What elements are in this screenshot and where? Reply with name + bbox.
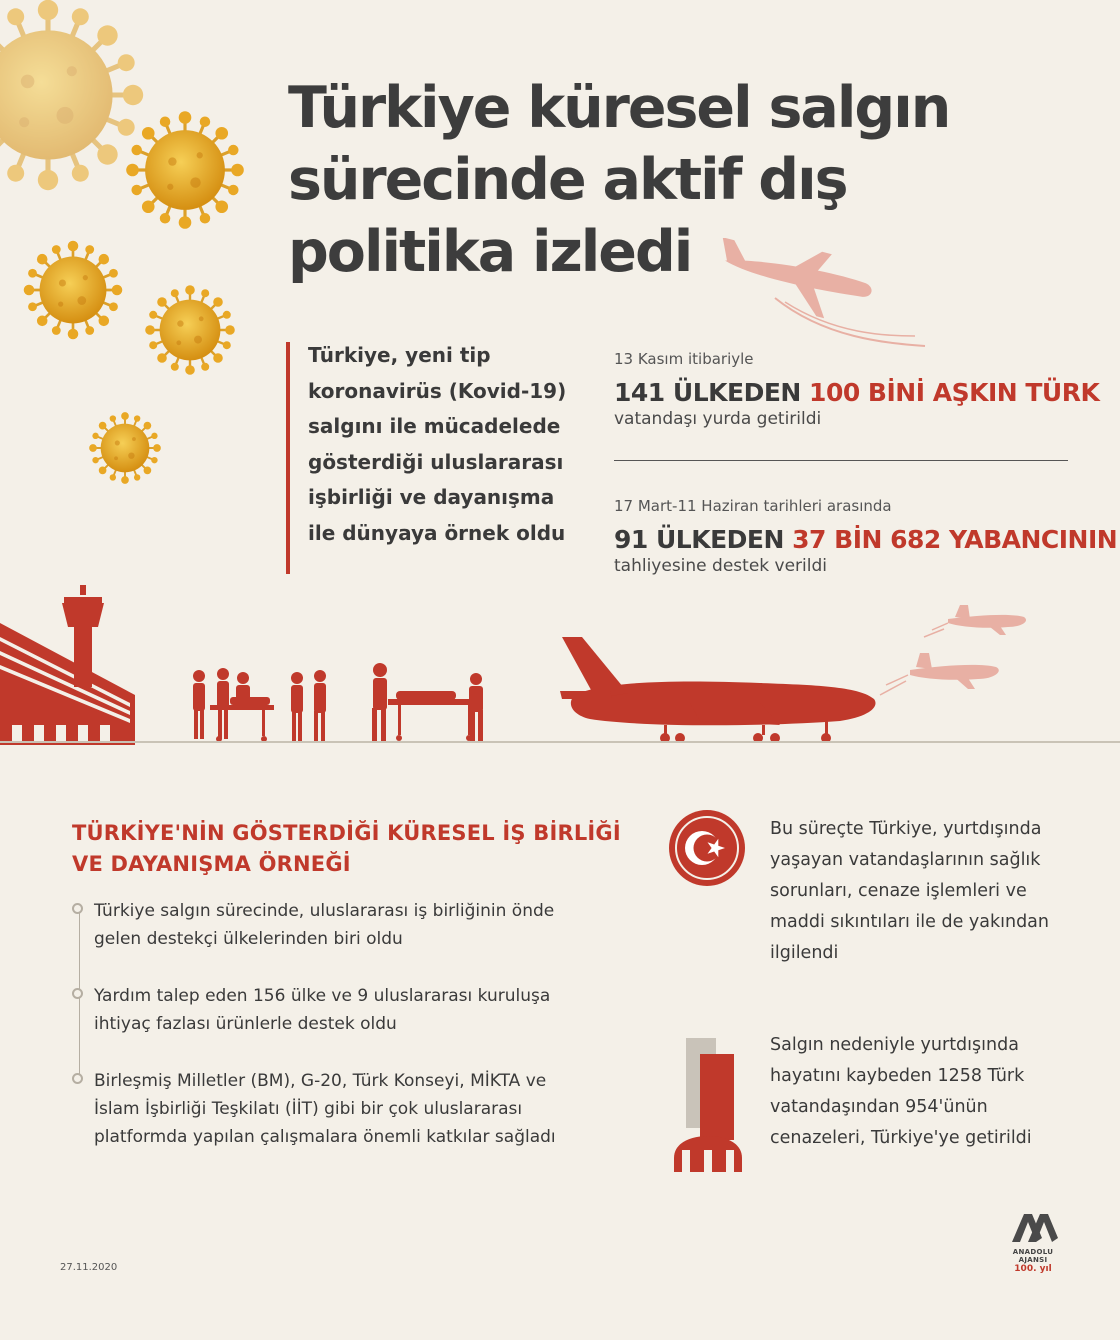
stat-sub: tahliyesine destek verildi [614, 556, 827, 576]
right-text-2: Salgın nedeniyle yurtdışında hayatını kaybeden 1258 Türk vatandaşından 954'ünün cenazeleri, Türkiye'ye getirildi [770, 1035, 1032, 1148]
medical-staff-icon [193, 668, 274, 742]
list-item-text: Yardım talep eden 156 ülke ve 9 uluslararası kuruluşa ihtiyaç fazlası ürünlerle destek oldu [94, 986, 551, 1034]
stretcher-team-icon [372, 663, 483, 742]
stat-headline-part: 91 ÜLKEDEN [614, 525, 784, 554]
virus-cluster [0, 0, 280, 490]
list-item [72, 982, 592, 1038]
bullet-dot-icon [72, 903, 83, 914]
stat-sub: vatandaşı yurda getirildi [614, 409, 822, 429]
stat-block-1 [614, 350, 1100, 429]
stat-headline-highlight: 37 BİN 682 YABANCININ [792, 525, 1118, 554]
people-icon [291, 670, 326, 741]
logo-name: ANADOLU AJANSI [1012, 1248, 1054, 1264]
airplane-icon [560, 637, 876, 743]
list-item-text: Birleşmiş Milletler (BM), G-20, Türk Konseyi, MİKTA ve İslam İşbirliği Teşkilatı (İİT) gibi bir çok uluslararası platformda yapılan çalışmalara önemli katkılar sağladı [94, 1071, 556, 1147]
stat-divider [614, 460, 1068, 461]
stat-label: 17 Mart-11 Haziran tarihleri arasında [614, 497, 892, 515]
page-title: Türkiye küresel salgın sürecinde aktif dış politika izledi [288, 75, 950, 285]
ground-line [0, 741, 1120, 743]
logo-mark: AA [1032, 1232, 1034, 1233]
section-title: TÜRKİYE'NİN GÖSTERDİĞİ KÜRESEL İŞ BİRLİĞİ VE DAYANIŞMA ÖRNEĞİ [72, 821, 621, 876]
airplane-icon [715, 238, 935, 353]
virus-icon [89, 412, 161, 484]
intro-accent-bar [286, 342, 290, 574]
stat-headline-highlight: 100 BİNİ AŞKIN TÜRK [809, 378, 1100, 407]
stat-label: 13 Kasım itibariyle [614, 350, 754, 368]
bullet-dot-icon [72, 988, 83, 999]
stat-headline-part: 141 ÜLKEDEN [614, 378, 801, 407]
stat-block-2 [614, 497, 1118, 576]
date-stamp: 27.11.2020 [60, 1262, 118, 1273]
airport-terminal-icon [0, 623, 135, 745]
virus-icon [145, 285, 235, 375]
aa-logo-icon [1008, 1210, 1058, 1244]
airport-scene [0, 575, 1120, 755]
list-item [72, 897, 592, 953]
virus-icon [0, 0, 143, 190]
coffin-icon [668, 1038, 748, 1178]
list-item-text: Türkiye salgın sürecinde, uluslararası iş birliğinin önde gelen destekçi ülkelerinden biri oldu [94, 901, 555, 949]
stat-headline [614, 378, 1100, 407]
turkish-flag-icon [667, 808, 747, 888]
airplane-icon [924, 605, 1026, 637]
airplane-icon [880, 653, 999, 695]
virus-icon [24, 241, 123, 340]
logo-anniversary: 100. yıl [1014, 1264, 1052, 1274]
virus-icon [126, 111, 244, 229]
bullet-dot-icon [72, 1073, 83, 1084]
right-text-1: Bu süreçte Türkiye, yurtdışında yaşayan vatandaşlarının sağlık sorunları, cenaze işlemleri ve maddi sıkıntıları ile de yakından ilgilendi [770, 819, 1049, 963]
intro-text: Türkiye, yeni tip koronavirüs (Kovid-19) salgını ile mücadelede gösterdiği uluslararası işbirliği ve dayanışma ile dünyaya örnek oldu [308, 343, 567, 545]
anadolu-ajansi-logo [998, 1210, 1068, 1274]
stat-headline [614, 525, 1118, 554]
list-item [72, 1067, 592, 1151]
